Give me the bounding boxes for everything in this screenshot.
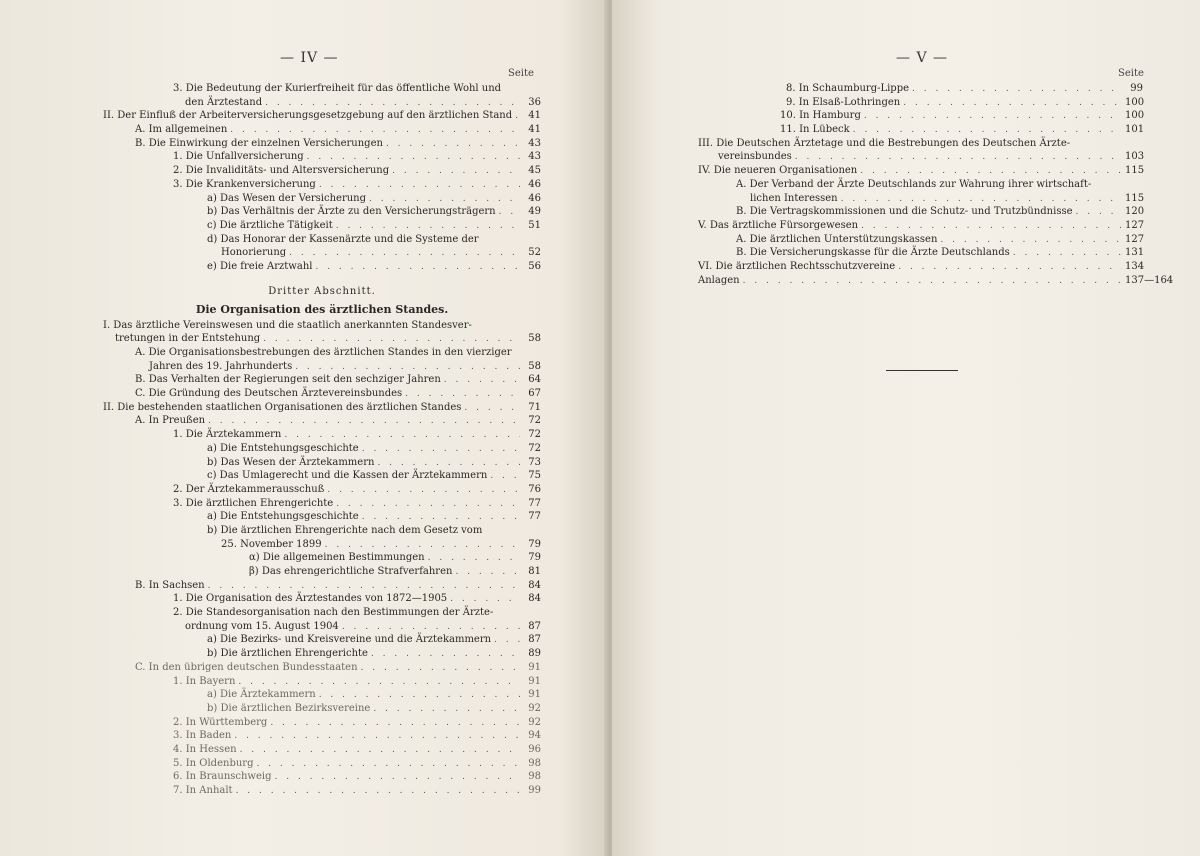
toc-entry — [103, 109, 541, 123]
toc-entry-text: Anlagen — [698, 274, 740, 286]
dot-leader — [289, 247, 520, 261]
toc-entry — [103, 620, 541, 634]
toc-entry — [103, 82, 541, 96]
dot-leader — [369, 193, 520, 207]
toc-entry-page: 76 — [528, 483, 541, 495]
toc-entry — [103, 205, 541, 219]
toc-entry — [103, 757, 541, 771]
toc-entry — [103, 219, 541, 233]
dot-leader — [386, 138, 520, 152]
toc-entry-text: a) Die Entstehungsgeschichte — [207, 511, 359, 523]
toc-entry-page: 98 — [528, 757, 541, 769]
toc-left — [103, 82, 541, 798]
toc-entry-text: α) Die allgemeinen Bestimmungen — [249, 552, 425, 564]
toc-entry-text: 6. In Braunschweig — [173, 771, 272, 783]
toc-entry-text: 25. November 1899 — [221, 538, 322, 550]
page-header-v: — V — — [896, 50, 949, 66]
toc-entry-text: b) Die ärztlichen Bezirksvereine — [207, 702, 371, 714]
toc-entry — [103, 192, 541, 206]
toc-entry-page: 89 — [528, 648, 541, 660]
dot-leader — [238, 676, 520, 690]
toc-entry — [103, 510, 541, 524]
toc-entry-text: B. Die Einwirkung der einzelnen Versicherungen — [135, 137, 383, 149]
dot-leader — [392, 165, 520, 179]
seite-column-label: Seite — [508, 68, 534, 79]
toc-entry — [103, 702, 541, 716]
toc-entry-page: 77 — [528, 497, 541, 509]
toc-entry — [103, 178, 541, 192]
toc-entry-text: 1. Die Organisation des Ärztestandes von 1872—1905 — [173, 593, 448, 605]
toc-entry-text: 8. In Schaumburg-Lippe — [786, 83, 910, 94]
toc-entry-page: 58 — [528, 360, 541, 372]
toc-entry-text: Honorierung — [221, 247, 287, 259]
toc-entry-text: 2. Die Standesorganisation nach den Bestimmungen der Ärzte- — [173, 607, 494, 619]
toc-entry-text: B. Die Vertragskommissionen und die Schutz- und Trutzbündnisse — [736, 206, 1073, 218]
toc-entry-page: 91 — [528, 689, 541, 701]
toc-entry-text: 11. In Lübeck — [780, 124, 850, 136]
toc-entry-page: 94 — [528, 730, 541, 742]
toc-entry-page: 127 — [1125, 219, 1145, 231]
toc-entry — [103, 96, 541, 110]
dot-leader — [240, 744, 520, 758]
toc-entry-text: III. Die Deutschen Ärztetage und die Bestrebungen des Deutschen Ärzte- — [698, 137, 1071, 149]
toc-entry-text: Jahren des 19. Jahrhunderts — [149, 360, 293, 372]
toc-entry-text: B. Die Versicherungskasse für die Ärzte Deutschlands — [736, 247, 1010, 259]
toc-entry-page: 64 — [528, 374, 541, 386]
toc-entry — [103, 387, 541, 401]
toc-entry-text: 3. Die Krankenversicherung — [173, 178, 316, 190]
toc-entry-text: β) Das ehrengerichtliche Strafverfahren — [249, 566, 453, 577]
toc-entry — [698, 123, 1143, 137]
toc-entry-text: 10. In Hamburg — [780, 110, 861, 122]
toc-entry-page: 98 — [528, 771, 541, 783]
toc-entry-page: 56 — [528, 260, 541, 272]
dot-leader — [361, 662, 520, 676]
toc-entry — [103, 332, 541, 346]
toc-entry-page: 87 — [528, 634, 541, 646]
toc-entry-text: A. Die Organisationsbestrebungen des ärztlichen Standes in den vierziger — [135, 347, 512, 358]
dot-leader — [1013, 247, 1122, 261]
toc-entry-page: 72 — [528, 415, 541, 427]
toc-entry-page: 72 — [528, 429, 541, 441]
toc-entry-text: A. Im allgemeinen — [135, 124, 228, 136]
toc-entry — [698, 150, 1143, 164]
toc-entry — [698, 260, 1143, 274]
toc-entry — [103, 150, 541, 164]
toc-entry — [103, 729, 541, 743]
dot-leader — [444, 374, 520, 388]
toc-entry-page: 96 — [528, 743, 541, 755]
dot-leader — [336, 498, 520, 512]
toc-entry-page: 45 — [528, 165, 541, 177]
toc-entry — [103, 233, 541, 247]
toc-entry-text: C. Die Gründung des Deutschen Ärztevereinsbundes — [135, 388, 403, 400]
dot-leader — [327, 484, 520, 498]
toc-entry-text: ordnung vom 15. August 1904 — [185, 620, 339, 632]
dot-leader — [342, 621, 520, 635]
toc-entry — [103, 565, 541, 579]
toc-entry-text: 2. In Württemberg — [173, 716, 268, 728]
dot-leader — [494, 634, 520, 648]
section-heading: Die Organisation des ärztlichen Standes. — [195, 302, 449, 316]
toc-entry-page: 46 — [528, 192, 541, 204]
dot-leader — [864, 110, 1122, 124]
dot-leader — [428, 552, 520, 566]
toc-entry-text: IV. Die neueren Organisationen — [698, 165, 858, 177]
toc-entry — [103, 469, 541, 483]
toc-entry-text: II. Die bestehenden staatlichen Organisationen des ärztlichen Standes — [103, 401, 462, 413]
dot-leader — [464, 402, 520, 416]
toc-entry — [103, 633, 541, 647]
dot-leader — [208, 580, 520, 594]
toc-entry-page: 67 — [528, 388, 541, 400]
dot-leader — [234, 730, 520, 744]
toc-entry-text: c) Die ärztliche Tätigkeit — [207, 219, 333, 231]
dot-leader — [903, 97, 1122, 111]
dot-leader — [371, 648, 520, 662]
dot-leader — [319, 689, 520, 703]
toc-entry — [103, 538, 541, 552]
toc-entry-text: V. Das ärztliche Fürsorgewesen — [698, 219, 859, 231]
toc-entry-text: A. Die ärztlichen Unterstützungskassen — [736, 233, 938, 245]
toc-entry-text: 4. In Hessen — [173, 743, 237, 755]
toc-entry-text: e) Die freie Arztwahl — [207, 260, 313, 272]
toc-entry-page: 92 — [528, 702, 541, 714]
dot-leader — [319, 179, 520, 193]
dot-leader — [373, 703, 520, 717]
toc-entry-text: a) Die Entstehungsgeschichte — [207, 442, 359, 454]
toc-entry-text: B. Das Verhalten der Regierungen seit den sechziger Jahren — [135, 374, 441, 386]
toc-entry-text: C. In den übrigen deutschen Bundesstaaten — [135, 661, 358, 673]
toc-entry-text: 3. Die ärztlichen Ehrengerichte — [173, 497, 334, 509]
toc-entry — [103, 579, 541, 593]
toc-entry — [103, 743, 541, 757]
toc-entry-page: 52 — [528, 247, 541, 259]
dot-leader — [898, 261, 1122, 275]
toc-entry — [103, 164, 541, 178]
dot-leader — [860, 165, 1122, 179]
toc-entry — [103, 456, 541, 470]
toc-entry — [103, 551, 541, 565]
toc-entry — [103, 606, 541, 620]
dot-leader — [263, 333, 520, 347]
toc-entry-text: tretungen in der Entstehung — [115, 333, 261, 345]
toc-entry — [698, 192, 1143, 206]
dot-leader — [515, 110, 520, 124]
dot-leader — [912, 83, 1122, 97]
toc-entry-text: 5. In Oldenburg — [173, 757, 254, 769]
dot-leader — [743, 275, 1122, 289]
toc-entry — [103, 414, 541, 428]
toc-entry-page: 100 — [1125, 110, 1145, 122]
toc-entry-page: 92 — [528, 716, 541, 728]
toc-entry — [103, 592, 541, 606]
toc-entry-text: A. Der Verband der Ärzte Deutschlands zur Wahrung ihrer wirtschaft- — [736, 178, 1092, 190]
toc-entry-page: 87 — [528, 620, 541, 632]
dot-leader — [295, 361, 520, 375]
toc-entry — [103, 137, 541, 151]
toc-entry — [103, 428, 541, 442]
toc-entry-page: 72 — [528, 442, 541, 454]
toc-entry — [698, 219, 1143, 233]
toc-entry-page: 58 — [528, 333, 541, 345]
dot-leader — [450, 593, 520, 607]
toc-entry-text: vereinsbundes — [718, 151, 792, 163]
dot-leader — [405, 388, 520, 402]
toc-entry — [103, 246, 541, 260]
toc-entry-text: B. In Sachsen — [135, 579, 205, 591]
dot-leader — [861, 220, 1122, 234]
toc-entry-page: 75 — [528, 470, 541, 482]
spacer — [103, 274, 541, 283]
toc-entry — [103, 497, 541, 511]
toc-entry-text: b) Die ärztlichen Ehrengerichte — [207, 648, 368, 660]
toc-entry-page: 99 — [1130, 83, 1143, 94]
toc-entry — [698, 82, 1143, 96]
toc-entry-text: a) Die Ärztekammern — [207, 689, 316, 701]
toc-entry-page: 115 — [1125, 165, 1145, 177]
toc-entry-page: 79 — [528, 552, 541, 564]
toc-entry — [698, 274, 1174, 288]
toc-entry-text: a) Die Bezirks- und Kreisvereine und die Ärztekammern — [207, 634, 492, 646]
toc-entry-page: 101 — [1125, 124, 1145, 136]
toc-entry-text: 9. In Elsaß-Lothringen — [786, 96, 901, 108]
toc-entry — [103, 716, 541, 730]
toc-entry — [103, 483, 541, 497]
toc-right — [698, 82, 1174, 287]
toc-entry-page: 137—164 — [1125, 274, 1174, 286]
toc-entry — [103, 675, 541, 689]
dot-leader — [275, 771, 520, 785]
toc-entry-page: 84 — [528, 593, 541, 605]
dot-leader — [315, 261, 520, 275]
toc-entry-text: 2. Die Invaliditäts- und Altersversicherung — [173, 165, 390, 177]
toc-entry-page: 71 — [528, 401, 541, 413]
toc-entry-page: 46 — [528, 178, 541, 190]
toc-entry-text: den Ärztestand — [185, 96, 263, 108]
toc-entry — [103, 346, 541, 360]
dot-leader — [841, 193, 1122, 207]
dot-leader — [940, 234, 1122, 248]
toc-entry — [103, 373, 541, 387]
dot-leader — [336, 220, 520, 234]
dot-leader — [377, 457, 520, 471]
toc-entry-text: 2. Der Ärztekammerausschuß — [173, 483, 325, 495]
toc-entry-page: 127 — [1125, 233, 1145, 245]
dot-leader — [307, 151, 520, 165]
toc-entry — [698, 178, 1143, 192]
toc-entry — [103, 688, 541, 702]
toc-entry — [103, 319, 541, 333]
toc-entry-text: c) Das Umlagerecht und die Kassen der Ärztekammern — [207, 470, 488, 482]
toc-entry-page: 103 — [1125, 151, 1145, 163]
toc-entry-page: 79 — [528, 538, 541, 550]
toc-entry-page: 41 — [528, 110, 541, 122]
dot-leader — [284, 429, 520, 443]
toc-entry-page: 43 — [528, 151, 541, 163]
dot-leader — [795, 151, 1122, 165]
toc-entry — [103, 647, 541, 661]
right-page — [612, 0, 1200, 856]
toc-entry-page: 51 — [528, 219, 541, 231]
dot-leader — [1076, 206, 1123, 220]
toc-entry-text: VI. Die ärztlichen Rechtsschutzvereine — [698, 260, 896, 272]
toc-entry-text: 1. In Bayern — [173, 675, 236, 687]
toc-entry — [103, 360, 541, 374]
toc-entry-page: 120 — [1125, 206, 1145, 218]
dot-leader — [208, 415, 520, 429]
toc-entry-text: b) Die ärztlichen Ehrengerichte nach dem Gesetz vom — [207, 524, 483, 536]
toc-entry — [103, 123, 541, 137]
toc-entry — [103, 524, 541, 538]
toc-entry-page: 41 — [528, 124, 541, 136]
toc-entry-page: 84 — [528, 579, 541, 591]
dot-leader — [265, 97, 520, 111]
toc-entry-text: 3. Die Bedeutung der Kurierfreiheit für das öffentliche Wohl und — [173, 83, 502, 94]
toc-entry-text: I. Das ärztliche Vereinswesen und die staatlich anerkannten Standesver- — [103, 319, 472, 331]
toc-entry — [698, 137, 1143, 151]
toc-entry-page: 77 — [528, 511, 541, 523]
toc-entry-page: 131 — [1125, 247, 1145, 259]
toc-entry-text: a) Das Wesen der Versicherung — [207, 192, 367, 204]
toc-entry-text: 7. In Anhalt — [173, 785, 233, 796]
toc-entry — [698, 164, 1143, 178]
toc-entry — [698, 96, 1143, 110]
toc-entry — [103, 661, 541, 675]
toc-entry — [103, 770, 541, 784]
page-header-iv: — IV — — [280, 50, 339, 66]
toc-entry-text: 1. Die Unfallversicherung — [173, 151, 304, 163]
toc-entry — [698, 233, 1143, 247]
dot-leader — [270, 717, 520, 731]
toc-entry — [103, 260, 541, 274]
dot-leader — [362, 443, 520, 457]
section-title: Dritter Abschnitt. — [268, 285, 376, 297]
toc-entry-text: d) Das Honorar der Kassenärzte und die Systeme der — [207, 233, 479, 245]
toc-entry-page: 81 — [528, 566, 541, 577]
toc-entry-text: II. Der Einfluß der Arbeiterversicherungsgesetzgebung auf den ärztlichen Stand — [103, 110, 513, 122]
toc-entry — [103, 442, 541, 456]
dot-leader — [236, 785, 520, 799]
dot-leader — [490, 470, 520, 484]
dot-leader — [853, 124, 1122, 138]
toc-entry-text: b) Das Wesen der Ärztekammern — [207, 456, 375, 468]
toc-entry — [103, 784, 541, 798]
toc-entry-text: lichen Interessen — [750, 192, 838, 204]
dot-leader — [325, 539, 520, 553]
toc-entry-text: 3. In Baden — [173, 730, 232, 742]
closing-rule — [886, 370, 958, 371]
dot-leader — [256, 758, 520, 772]
toc-entry-page: 115 — [1125, 192, 1145, 204]
toc-entry-page: 91 — [528, 661, 541, 673]
toc-entry-page: 43 — [528, 137, 541, 149]
toc-entry — [698, 246, 1143, 260]
toc-entry-text: b) Das Verhältnis der Ärzte zu den Versicherungsträgern — [207, 206, 496, 218]
toc-entry-page: 36 — [528, 96, 541, 108]
toc-entry — [103, 401, 541, 415]
dot-leader — [455, 566, 520, 580]
toc-entry — [698, 205, 1143, 219]
toc-entry-page: 99 — [528, 785, 541, 796]
toc-entry-page: 49 — [528, 206, 541, 218]
toc-entry-text: A. In Preußen — [135, 415, 206, 427]
dot-leader — [499, 206, 520, 220]
toc-entry-page: 91 — [528, 675, 541, 687]
toc-entry-page: 100 — [1125, 96, 1145, 108]
toc-entry-page: 73 — [528, 456, 541, 468]
dot-leader — [230, 124, 520, 138]
dot-leader — [362, 511, 520, 525]
seite-column-label: Seite — [1118, 68, 1144, 79]
toc-entry-text: 1. Die Ärztekammern — [173, 429, 282, 441]
toc-entry — [698, 109, 1143, 123]
toc-entry-page: 134 — [1125, 260, 1145, 272]
